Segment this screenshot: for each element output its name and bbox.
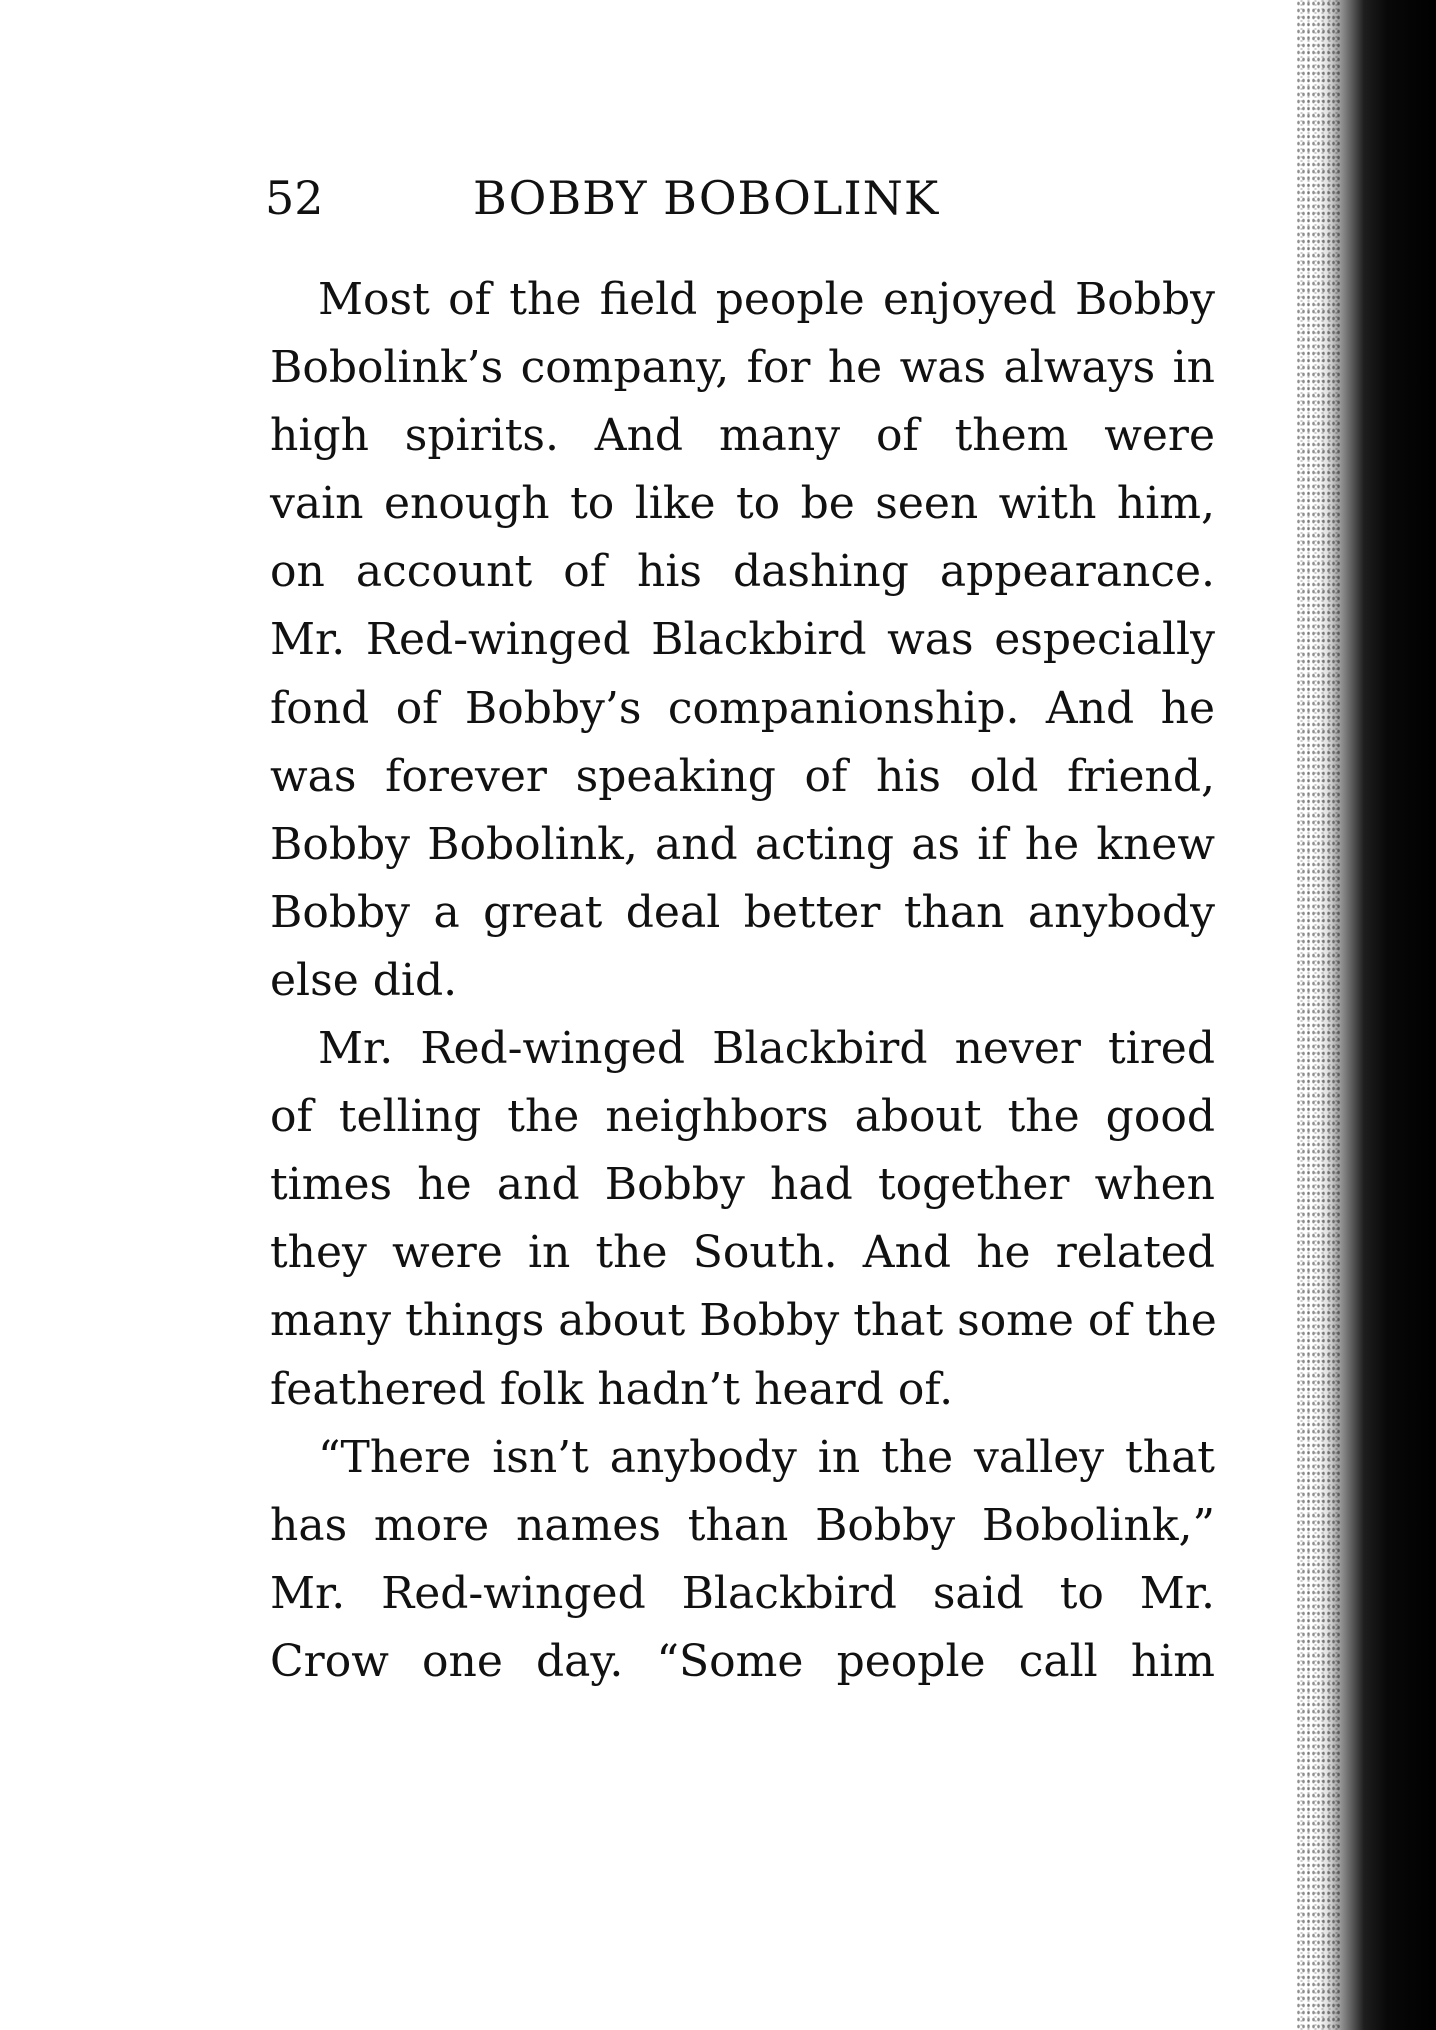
text-line: Most of the field people enjoyed Bobby — [318, 274, 1215, 325]
text-line: fond of Bobby’s companionship. And he — [270, 682, 1215, 734]
text-line: feathered folk hadn’t heard of. — [270, 1363, 954, 1415]
text-line: many things about Bobby that some of the — [270, 1295, 1217, 1347]
text-line: vain enough to like to be seen with him, — [270, 478, 1215, 530]
text-line: was forever speaking of his old friend, — [270, 750, 1215, 802]
text-line: high spirits. And many of them were — [270, 410, 1215, 462]
text-line: Mr. Red-winged Blackbird was especially — [270, 614, 1215, 666]
text-line: Bobolink’s company, for he was always in — [270, 342, 1215, 394]
text-line: of telling the neighbors about the good — [270, 1091, 1215, 1143]
text-line: has more names than Bobby Bobolink,” — [270, 1499, 1215, 1551]
text-line: Mr. Red-winged Blackbird never tired — [318, 1023, 1215, 1075]
text-line: Bobby Bobolink, and acting as if he knew — [270, 818, 1215, 870]
page-header — [265, 168, 1225, 228]
body-text — [270, 266, 1215, 1696]
text-line: on account of his dashing appearance. — [270, 546, 1215, 598]
scan-gutter-noise — [1296, 0, 1340, 2030]
running-title: BOBBY BOBOLINK — [473, 171, 940, 225]
text-line: else did. — [270, 954, 458, 1006]
text-line: Crow one day. “Some people call him — [270, 1635, 1215, 1687]
text-line: Bobby a great deal better than anybody — [270, 886, 1215, 938]
text-line: “There isn’t anybody in the valley that — [318, 1431, 1215, 1483]
page-number: 52 — [265, 171, 324, 225]
text-line: times he and Bobby had together when — [270, 1159, 1215, 1211]
text-line: Mr. Red-winged Blackbird said to Mr. — [270, 1567, 1215, 1619]
text-line: they were in the South. And he related — [270, 1227, 1215, 1279]
